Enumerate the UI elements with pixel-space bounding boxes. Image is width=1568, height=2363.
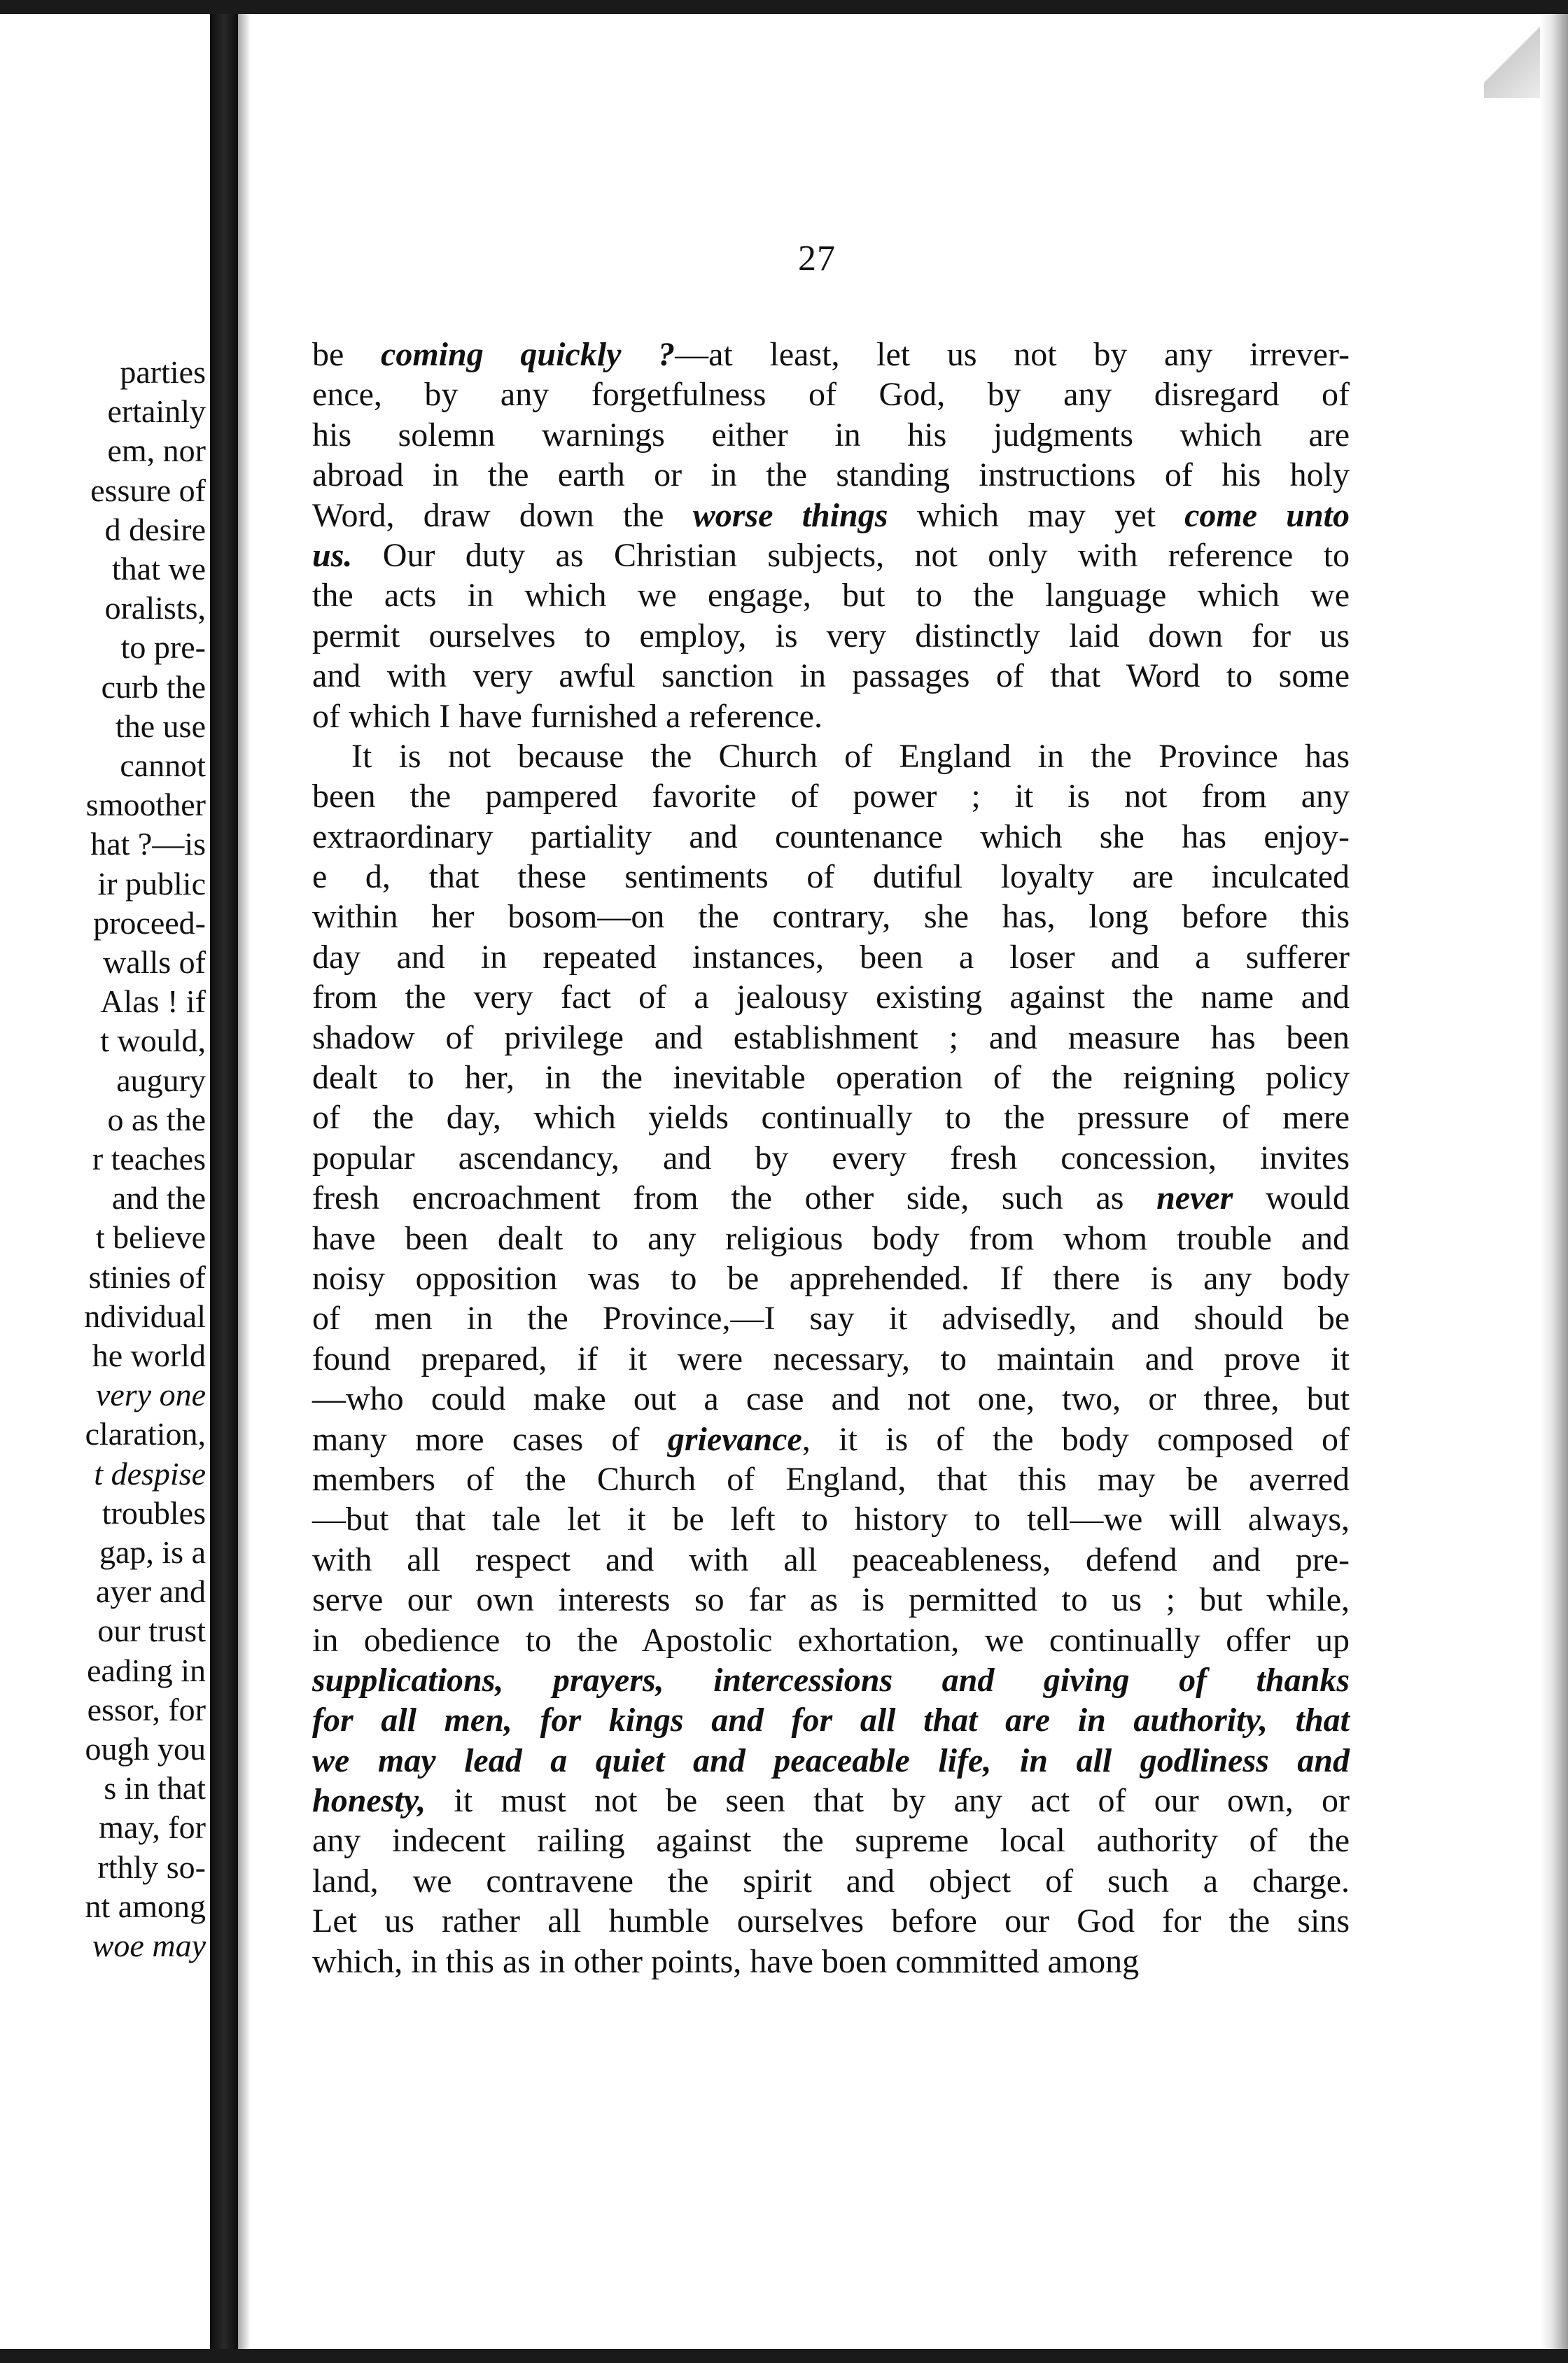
facing-page-line: s in that <box>104 1770 206 1807</box>
facing-page-line: d desire <box>104 511 206 547</box>
emphasis-run: grievance <box>667 1420 802 1458</box>
text-line <box>312 1459 1350 1499</box>
text-line <box>312 415 1350 455</box>
text-line <box>312 736 1350 776</box>
text-line <box>312 1741 1350 1781</box>
facing-page-line: r teaches <box>92 1141 206 1177</box>
facing-page-line: cannot <box>120 748 206 783</box>
text-line <box>312 1700 1350 1740</box>
text-line <box>312 1258 1350 1298</box>
facing-page-fragment <box>0 14 210 2349</box>
page-corner-fold <box>1484 14 1540 98</box>
book-gutter <box>210 14 238 2349</box>
text-run: have been dealt to any religious body from whom trouble and <box>312 1219 1350 1257</box>
paragraph-1 <box>312 335 1350 736</box>
page-right-edge <box>1540 14 1568 2349</box>
text-run: —but that tale let it be left to history to tell—we will always, <box>312 1501 1350 1538</box>
text-run: which may yet <box>888 496 1185 534</box>
text-run: —who could make out a case and not one, two, or three, but <box>312 1380 1350 1418</box>
emphasis-run: honesty, <box>312 1782 426 1820</box>
text-line <box>312 977 1350 1017</box>
text-run: noisy opposition was to be apprehended. If there is any body <box>312 1259 1350 1297</box>
facing-page-line: Alas ! if <box>100 983 206 1020</box>
text-line <box>312 1058 1350 1098</box>
scan-border-bottom <box>0 2349 1568 2363</box>
text-line <box>312 1018 1350 1058</box>
text-run: serve our own interests so far as is permitted to us ; but while, <box>312 1581 1350 1619</box>
facing-page-line: our trust <box>97 1613 206 1649</box>
emphasis-run: supplications, prayers, intercessions and giving of thanks <box>312 1661 1350 1699</box>
scan-border-top <box>0 0 1568 14</box>
text-line <box>312 1298 1350 1338</box>
text-line <box>312 656 1350 696</box>
text-line <box>312 535 1350 575</box>
facing-page-line: em, nor <box>107 433 206 469</box>
facing-page-line: troubles <box>102 1494 206 1531</box>
facing-page-line: eading in <box>87 1652 206 1688</box>
facing-page-line: claration, <box>85 1416 206 1452</box>
text-run: the acts in which we engage, but to the language which we <box>312 577 1350 615</box>
text-run: of which I have furnished a reference. <box>312 697 822 735</box>
facing-page-line: very one <box>95 1377 206 1413</box>
text-run: dealt to her, in the inevitable operation of the reigning policy <box>312 1059 1350 1097</box>
text-line <box>312 335 1350 374</box>
facing-page-line: augury <box>116 1062 206 1098</box>
text-line <box>312 817 1350 857</box>
facing-page-line: nt among <box>85 1888 206 1924</box>
text-run: any indecent railing against the supreme local authority of the <box>312 1822 1350 1860</box>
text-line <box>312 1620 1350 1660</box>
text-line <box>312 616 1350 656</box>
text-line <box>312 455 1350 495</box>
text-run: of the day, which yields continually to the pressure of mere <box>312 1099 1350 1137</box>
emphasis-run: coming quickly ? <box>381 336 676 373</box>
text-line <box>312 776 1350 816</box>
text-run: shadow of privilege and establishment ; and measure has been <box>312 1018 1350 1056</box>
facing-page-line: proceed- <box>93 904 206 941</box>
text-line <box>312 1339 1350 1379</box>
emphasis-run: for all men, for kings and for all that are in authority, that <box>312 1702 1350 1739</box>
facing-page-line: that we <box>111 551 206 587</box>
text-line <box>312 1540 1350 1580</box>
paragraph-2 <box>312 736 1350 1982</box>
page-number: 27 <box>798 239 836 279</box>
text-run: fresh encroachment from the other side, such as <box>312 1179 1157 1217</box>
text-run: popular ascendancy, and by every fresh concession, invites <box>312 1139 1350 1177</box>
emphasis-run: come unto <box>1184 496 1350 534</box>
facing-page-line: ir public <box>97 865 206 902</box>
text-run: which, in this as in other points, have boen committed among <box>312 1942 1140 1980</box>
text-line <box>312 1580 1350 1620</box>
text-run: be <box>312 336 382 373</box>
text-run: Our duty as Christian subjects, not only with reference to <box>352 536 1350 574</box>
text-line <box>312 1499 1350 1539</box>
facing-page-line: essor, for <box>87 1691 206 1727</box>
text-run: found prepared, if it were necessary, to maintain and prove it <box>312 1340 1350 1377</box>
text-run: and with very awful sanction in passages of that Word to some <box>312 657 1350 695</box>
emphasis-run: we may lead a quiet and peaceable life, in all godliness and <box>312 1741 1350 1779</box>
text-line <box>312 857 1350 897</box>
facing-page-line: to pre- <box>120 629 206 666</box>
facing-page-line: t believe <box>95 1219 206 1256</box>
facing-page-line: t would, <box>100 1023 206 1059</box>
text-run: with all respect and with all peaceableness, defend and pre- <box>312 1541 1350 1578</box>
text-run: been the pampered favorite of power ; it is not from any <box>312 778 1350 815</box>
facing-page-line: essure of <box>90 472 206 508</box>
text-run: Word, draw down the <box>312 496 693 534</box>
text-run: , it is of the body composed of <box>802 1420 1350 1458</box>
text-run: within her bosom—on the contrary, she has, long before this <box>312 898 1350 936</box>
text-run: It is not because the Church of England in the Province has <box>351 737 1350 775</box>
facing-page-line: woe may <box>92 1928 206 1963</box>
text-line <box>312 1861 1350 1901</box>
facing-page-line: oralists, <box>104 590 206 626</box>
facing-page-line: and the <box>111 1180 206 1216</box>
gutter-shadow <box>238 14 251 2349</box>
text-line <box>312 1379 1350 1419</box>
text-line <box>312 897 1350 937</box>
facing-page-line: rthly so- <box>97 1849 206 1885</box>
facing-page-line: ayer and <box>95 1573 206 1610</box>
text-line <box>312 1660 1350 1700</box>
text-line <box>312 1219 1350 1258</box>
facing-page-line: smoother <box>85 787 206 823</box>
facing-page-line: gap, is a <box>99 1534 206 1570</box>
facing-page-line: hat ?—is <box>90 826 206 862</box>
text-run: his solemn warnings either in his judgments which are <box>312 416 1350 454</box>
text-run: Let us rather all humble ourselves before our God for the sins <box>312 1902 1350 1940</box>
facing-page-line: stinies of <box>88 1258 206 1295</box>
text-line <box>312 496 1350 535</box>
text-run: it must not be seen that by any act of our own, or <box>426 1782 1350 1820</box>
emphasis-run: us. <box>312 536 353 574</box>
text-run: day and in repeated instances, been a loser and a sufferer <box>312 938 1350 976</box>
text-run: permit ourselves to employ, is very distinctly laid down for us <box>312 617 1350 654</box>
text-run: would <box>1233 1179 1350 1217</box>
text-line <box>312 374 1350 414</box>
facing-page-line: ndividual <box>84 1298 206 1334</box>
text-line <box>312 1419 1350 1459</box>
facing-page-line: o as the <box>107 1101 206 1137</box>
text-run: many more cases of <box>312 1420 668 1458</box>
text-line <box>312 1138 1350 1178</box>
text-run: extraordinary partiality and countenance which she has enjoy- <box>312 818 1350 855</box>
emphasis-run: worse things <box>692 496 888 534</box>
text-line <box>312 937 1350 977</box>
page-body <box>312 335 1350 1982</box>
facing-page-line: walls of <box>103 944 206 980</box>
text-line <box>312 1942 1350 1982</box>
text-line <box>312 696 1350 736</box>
text-line <box>312 1821 1350 1860</box>
text-line <box>312 1901 1350 1941</box>
text-run: ence, by any forgetfulness of God, by any disregard of <box>312 376 1350 414</box>
text-line <box>312 1178 1350 1218</box>
facing-page-line: ertainly <box>107 393 206 430</box>
facing-page-line: may, for <box>99 1809 206 1846</box>
text-run: from the very fact of a jealousy existing against the name and <box>312 979 1350 1016</box>
text-run: members of the Church of England, that this may be averred <box>312 1460 1350 1498</box>
emphasis-run: never <box>1156 1179 1233 1217</box>
text-line <box>312 575 1350 615</box>
text-run: in obedience to the Apostolic exhortation, we continually offer up <box>312 1621 1350 1659</box>
text-run: land, we contravene the spirit and object of such a charge. <box>312 1862 1350 1900</box>
facing-page-line: he world <box>92 1338 206 1373</box>
text-line <box>312 1781 1350 1821</box>
text-run: e d, that these sentiments of dutiful loyalty are inculcated <box>312 858 1350 896</box>
text-run: of men in the Province,—I say it advisedly, and should be <box>312 1300 1350 1338</box>
facing-page-line: ough you <box>85 1731 206 1767</box>
text-run: —at least, let us not by any irrever- <box>675 336 1350 373</box>
text-run: abroad in the earth or in the standing instructions of his holy <box>312 456 1350 494</box>
text-line <box>312 1098 1350 1137</box>
facing-page-line: the use <box>115 708 206 744</box>
facing-page-line: curb the <box>101 668 206 705</box>
facing-page-line: parties <box>120 354 206 390</box>
facing-page-line: t despise <box>94 1455 206 1492</box>
